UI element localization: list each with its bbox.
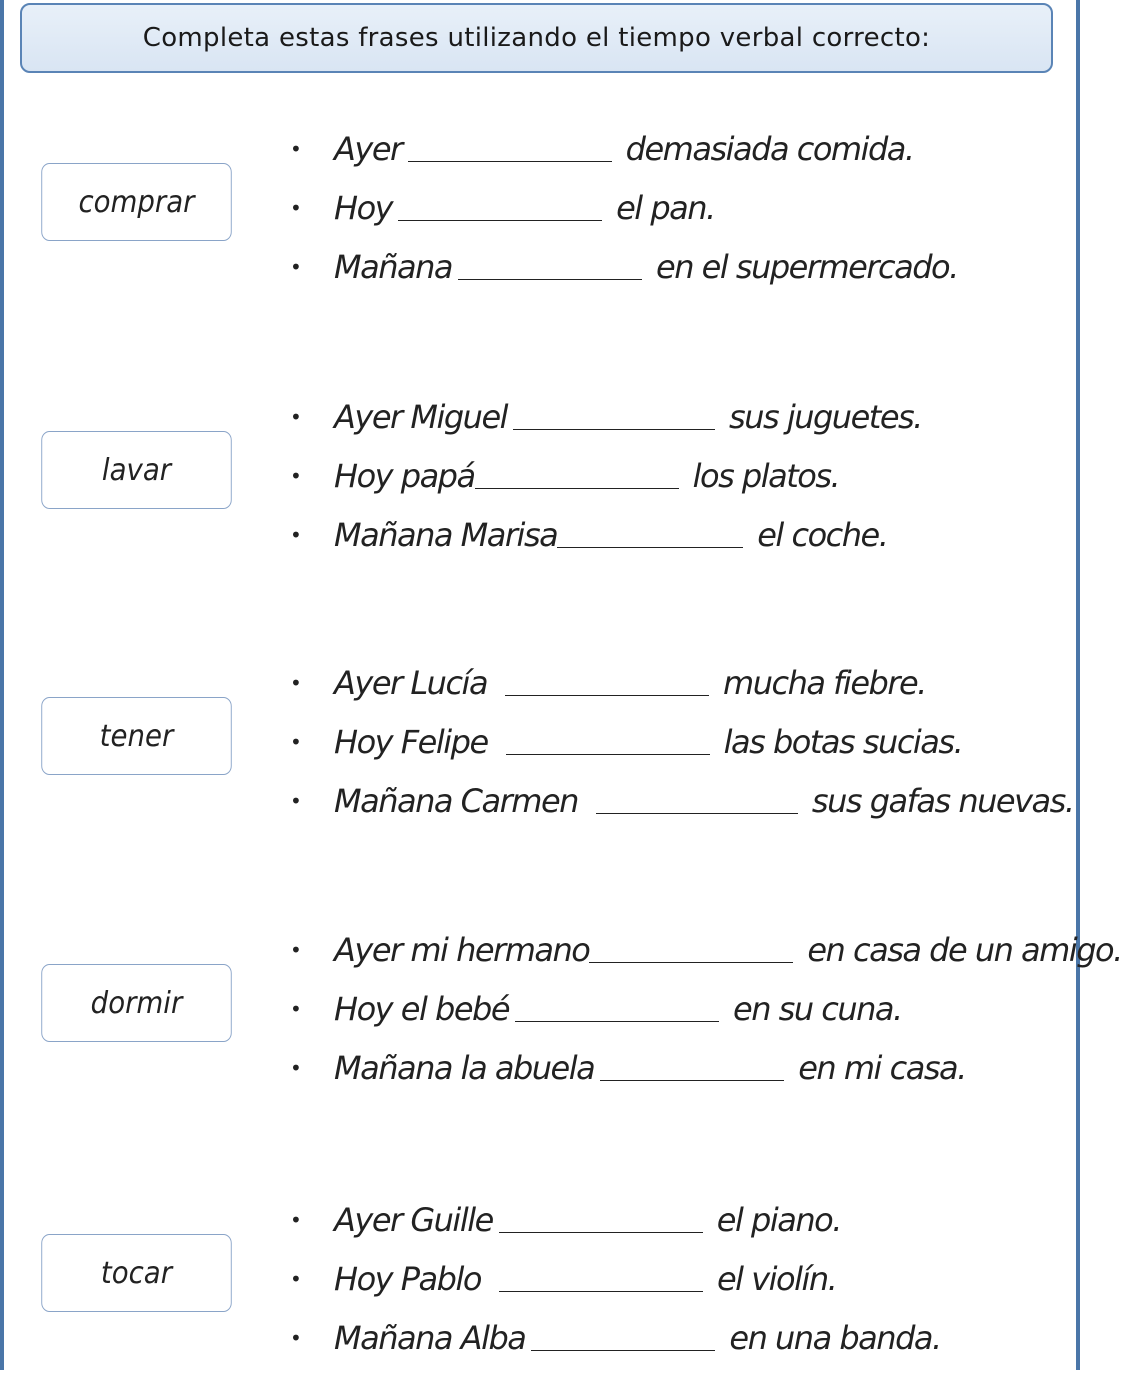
- sentence-2-3: [290, 510, 887, 560]
- sentence-end: sus gafas nuevas.: [811, 782, 1074, 820]
- sentence-end: demasiada comida.: [625, 130, 914, 168]
- sentence-end: en su cuna.: [733, 990, 902, 1028]
- verb-box-lavar: [41, 431, 231, 509]
- sentence-start: Ayer Miguel: [334, 398, 508, 436]
- bullet-icon: •: [290, 938, 301, 962]
- sentence-start: Ayer mi hermano: [334, 931, 590, 969]
- sentence-start: Hoy: [334, 189, 393, 227]
- bullet-icon: •: [290, 1208, 301, 1232]
- answer-blank[interactable]: [458, 255, 642, 280]
- bullet-icon: •: [290, 405, 301, 429]
- sentence-end: el pan.: [616, 189, 715, 227]
- sentence-3-2: [290, 717, 962, 767]
- verb-box-tener: [41, 697, 231, 775]
- answer-blank[interactable]: [398, 196, 602, 221]
- answer-blank[interactable]: [596, 789, 798, 814]
- answer-blank[interactable]: [506, 730, 710, 755]
- answer-blank[interactable]: [515, 997, 719, 1022]
- sentence-start: Ayer Guille: [334, 1201, 493, 1239]
- verb-label: dormir: [90, 985, 183, 1021]
- sentence-start: Hoy Felipe: [334, 723, 488, 761]
- sentence-start: Mañana: [334, 248, 452, 286]
- sentence-5-1: [290, 1195, 841, 1245]
- sentence-5-2: [290, 1254, 836, 1304]
- verb-label: tocar: [100, 1255, 173, 1291]
- verb-label: comprar: [78, 184, 195, 220]
- sentence-2-2: [290, 451, 839, 501]
- bullet-icon: •: [290, 1326, 301, 1350]
- verb-label: tener: [99, 718, 174, 754]
- bullet-icon: •: [290, 1267, 301, 1291]
- answer-blank[interactable]: [408, 137, 612, 162]
- sentence-end: en casa de un amigo.: [807, 931, 1122, 969]
- bullet-icon: •: [290, 789, 301, 813]
- sentence-start: Mañana Alba: [334, 1319, 526, 1357]
- sentence-start: Mañana Carmen: [334, 782, 578, 820]
- answer-blank[interactable]: [499, 1208, 703, 1233]
- verb-label: lavar: [101, 452, 172, 488]
- bullet-icon: •: [290, 196, 301, 220]
- exercise-group-comprar: [0, 122, 1080, 322]
- verb-box-comprar: [41, 163, 231, 241]
- sentence-end: los platos.: [692, 457, 840, 495]
- sentence-start: Ayer: [334, 130, 402, 168]
- sentence-start: Mañana la abuela: [334, 1049, 595, 1087]
- sentence-end: mucha fiebre.: [723, 664, 926, 702]
- sentence-end: en el supermercado.: [656, 248, 958, 286]
- sentence-end: sus juguetes.: [729, 398, 922, 436]
- bullet-icon: •: [290, 255, 301, 279]
- sentence-end: el piano.: [716, 1201, 841, 1239]
- sentence-4-2: [290, 984, 902, 1034]
- sentence-start: Mañana Marisa: [334, 516, 558, 554]
- answer-blank[interactable]: [600, 1056, 784, 1081]
- sentence-start: Hoy papá: [334, 457, 475, 495]
- bullet-icon: •: [290, 464, 301, 488]
- sentence-1-2: [290, 183, 715, 233]
- answer-blank[interactable]: [513, 405, 715, 430]
- sentence-end: el coche.: [757, 516, 888, 554]
- exercise-group-tocar: [0, 1193, 1080, 1393]
- sentence-5-3: [290, 1313, 941, 1363]
- exercise-group-tener: [0, 656, 1080, 856]
- instructions-header: [20, 3, 1053, 73]
- sentence-1-3: [290, 242, 958, 292]
- verb-box-dormir: [41, 964, 231, 1042]
- instructions-title: Completa estas frases utilizando el tiempo verbal correcto:: [142, 23, 931, 53]
- exercise-group-lavar: [0, 390, 1080, 590]
- sentence-end: en una banda.: [729, 1319, 941, 1357]
- sentence-start: Ayer Lucía: [334, 664, 488, 702]
- sentence-end: las botas sucias.: [723, 723, 963, 761]
- sentence-4-1: [290, 925, 1122, 975]
- sentence-4-3: [290, 1043, 966, 1093]
- bullet-icon: •: [290, 137, 301, 161]
- bullet-icon: •: [290, 997, 301, 1021]
- sentence-start: Hoy Pablo: [334, 1260, 481, 1298]
- verb-box-tocar: [41, 1234, 231, 1312]
- answer-blank[interactable]: [499, 1267, 703, 1292]
- sentence-1-1: [290, 124, 914, 174]
- bullet-icon: •: [290, 1056, 301, 1080]
- sentence-start: Hoy el bebé: [334, 990, 509, 1028]
- answer-blank[interactable]: [589, 938, 793, 963]
- bullet-icon: •: [290, 671, 301, 695]
- sentence-2-1: [290, 392, 922, 442]
- sentence-end: en mi casa.: [798, 1049, 966, 1087]
- sentence-3-1: [290, 658, 926, 708]
- sentence-3-3: [290, 776, 1074, 826]
- answer-blank[interactable]: [557, 523, 743, 548]
- sentence-end: el violín.: [716, 1260, 837, 1298]
- answer-blank[interactable]: [531, 1326, 715, 1351]
- bullet-icon: •: [290, 730, 301, 754]
- bullet-icon: •: [290, 523, 301, 547]
- answer-blank[interactable]: [505, 671, 709, 696]
- answer-blank[interactable]: [475, 464, 679, 489]
- exercise-group-dormir: [0, 923, 1122, 1123]
